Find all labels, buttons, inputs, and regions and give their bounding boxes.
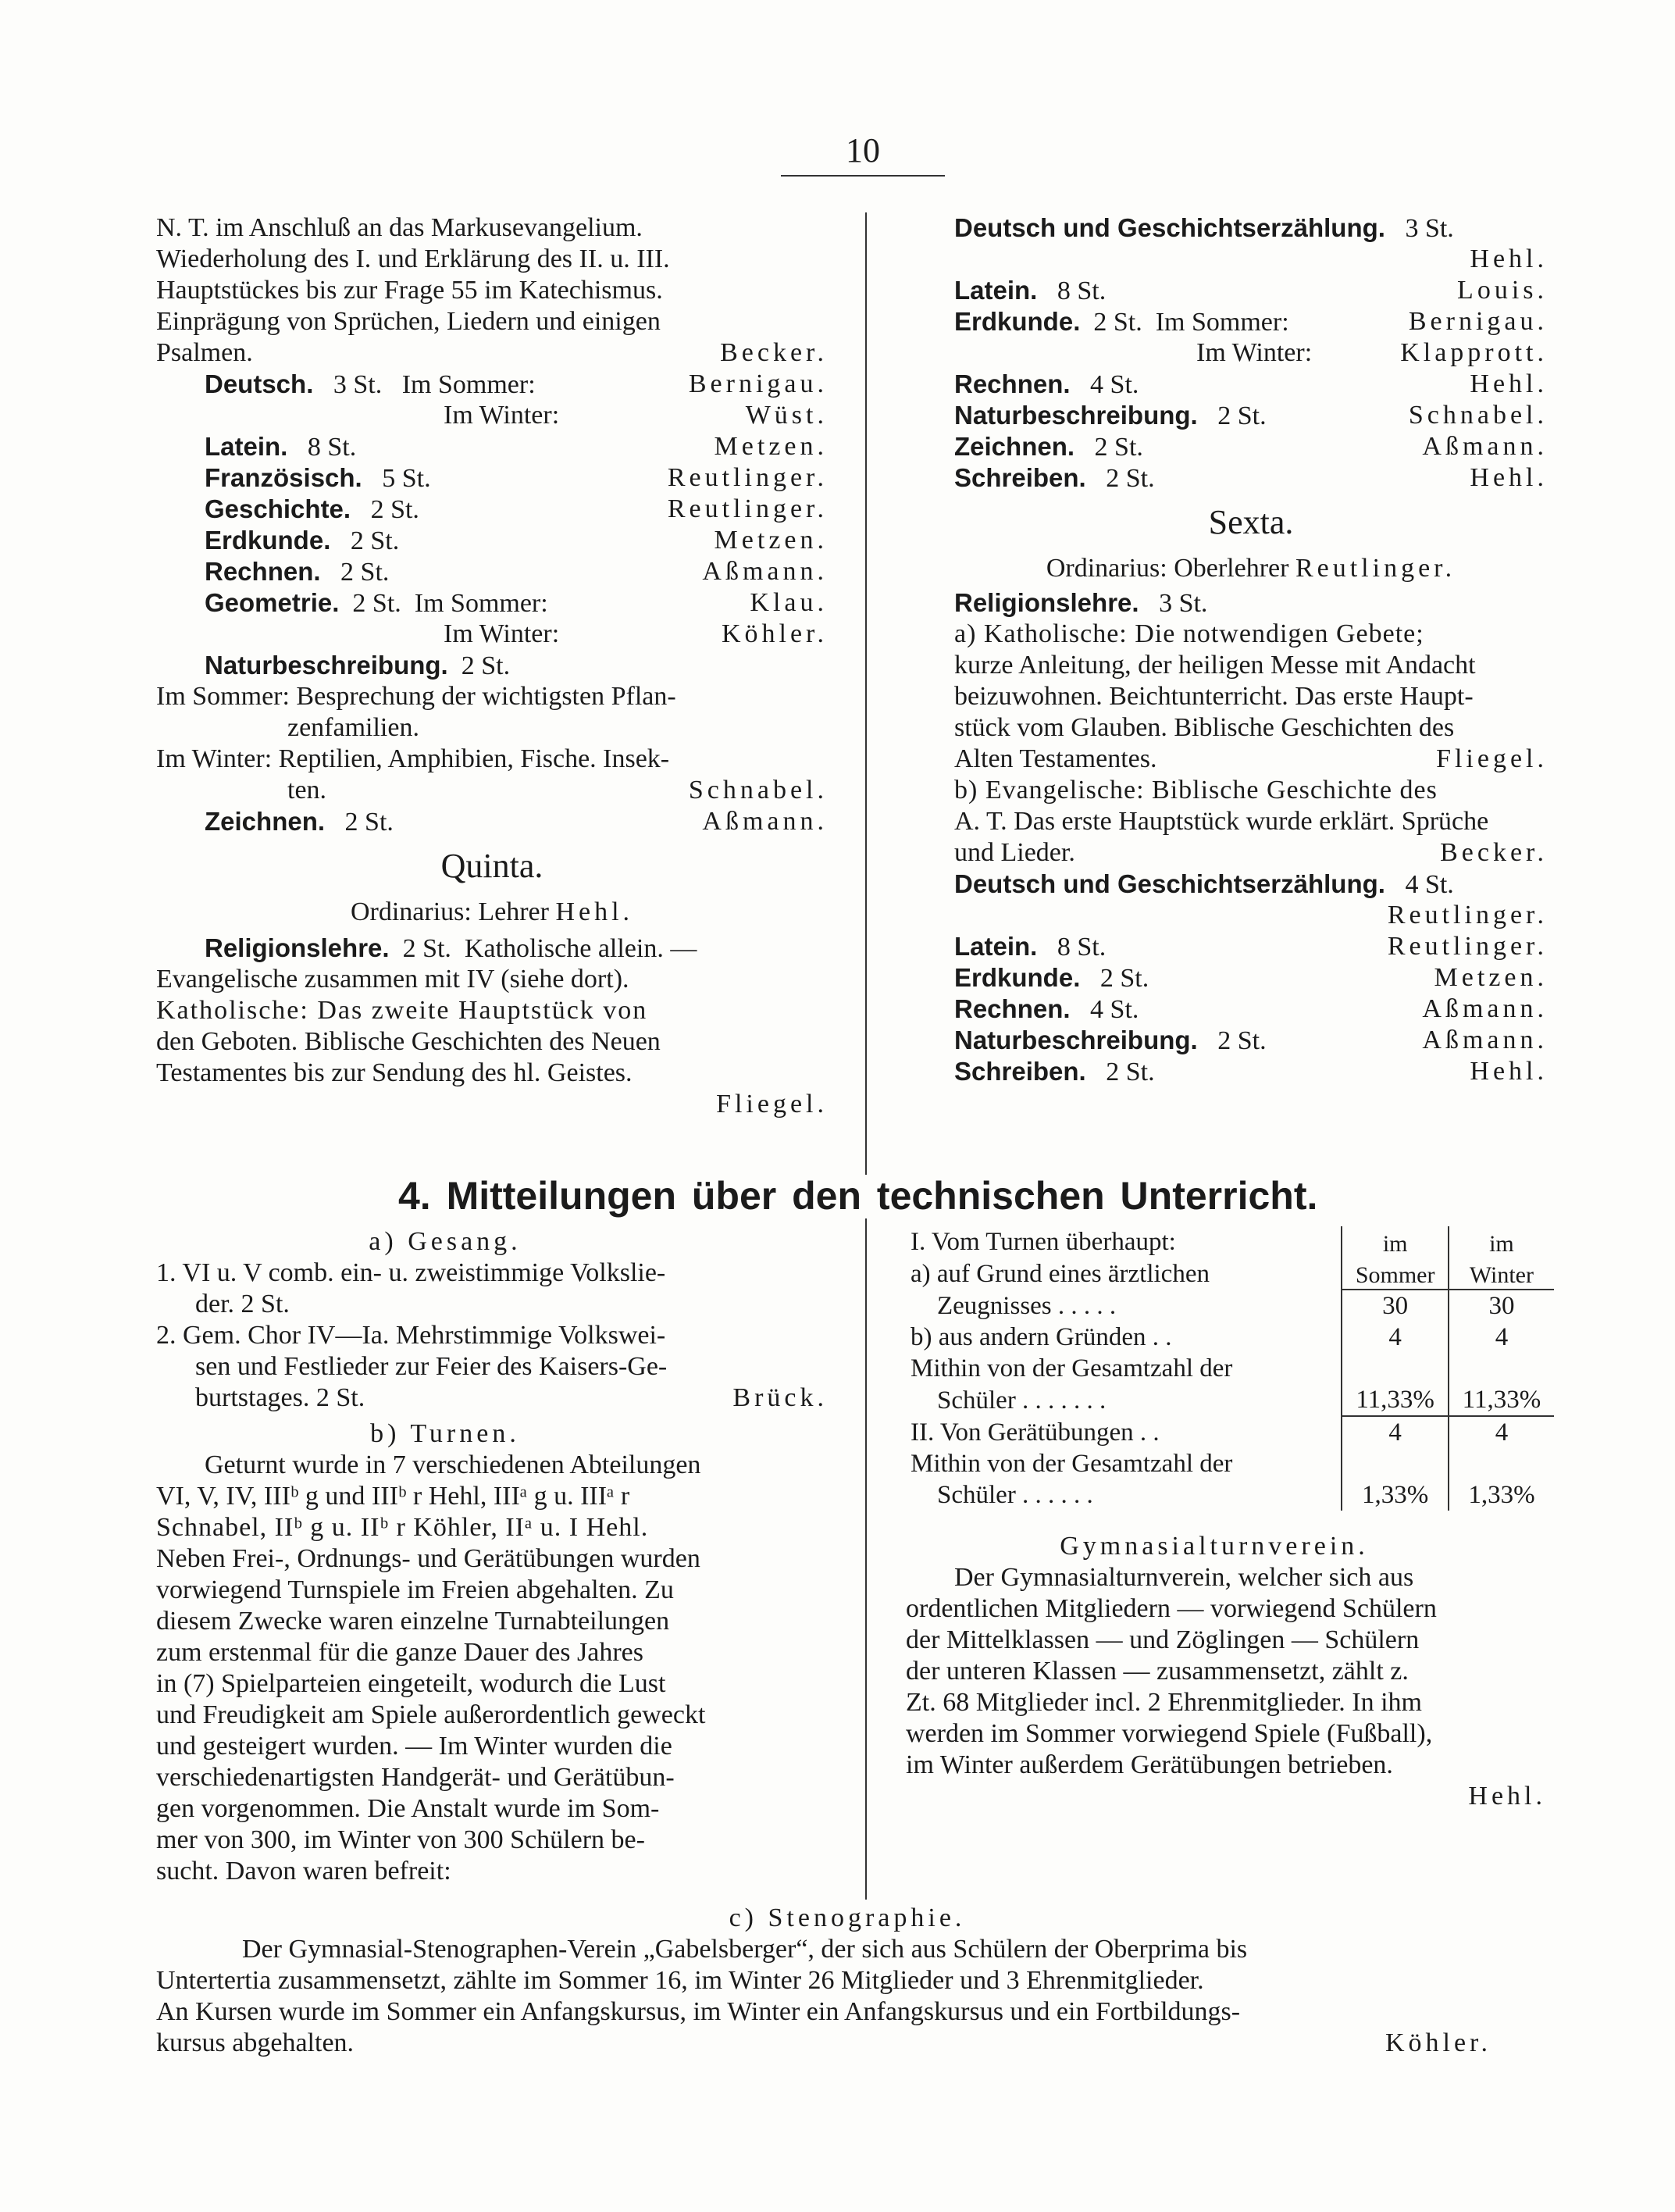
teacher-name: Hehl. [1468,1782,1546,1811]
teacher-name: Aßmann. [702,807,828,836]
section-heading: 4. Mitteilungen über den technischen Unterricht. [398,1174,1318,1218]
teacher-name: Hehl. [1470,244,1548,273]
subject-name: Schreiben. [954,1057,1086,1086]
subject-name: Deutsch und Geschichtserzählung. [954,869,1385,898]
class-heading-quinta: Quinta. [440,847,543,885]
column-header-winter [1449,1226,1554,1258]
teacher-name: Aßmann. [702,557,828,586]
subject-row-geschichte [156,494,828,525]
teacher-name: Schnabel. [688,776,828,805]
text-line [156,337,828,369]
subsection-title-turnen: b) Turnen. [370,1419,520,1448]
hours: 2 St. [1093,308,1142,337]
table-row [906,1258,1554,1290]
text-span: Alten Testamentes. [954,744,1157,773]
subject-name: Deutsch und Geschichtserzählung. [954,213,1385,242]
teacher-name: Aßmann. [1422,994,1548,1023]
subject-name: Schreiben. [954,463,1086,492]
text-line: Geturnt wurde in 7 verschiedenen Abteilungen [205,1450,701,1479]
table-cell: a) auf Grund eines ärztlichen [911,1260,1210,1288]
text-line: Im Sommer: Besprechung der wichtigsten Pflan- [156,682,676,711]
hours: 2 St. [402,934,451,963]
teacher-name: Reutlinger. [667,463,828,492]
text-line: Testamentes bis zur Sendung des hl. Geistes. [156,1058,633,1087]
subject-row-schreiben [954,462,1548,494]
text-span: Ordinarius: Lehrer [350,897,549,926]
text-line: sen und Festlieder zur Feier des Kaisers-Ge- [195,1352,668,1381]
teacher-name: Aßmann. [1422,432,1548,461]
hours: 2 St. [350,526,400,555]
table-cell: 4 [1449,1322,1554,1353]
left-column-bottom [156,1226,828,1887]
column-header-winter-2: Winter [1449,1258,1554,1290]
text-line: Untertertia zusammensetzt, zählte im Sommer 16, im Winter 26 Mitglieder und 3 Ehrenmitglieder. [156,1966,1204,1995]
text-line: ordentlichen Mitgliedern — vorwiegend Schülern [906,1594,1437,1623]
class-heading-sexta: Sexta. [1208,503,1294,541]
subject-name: Erdkunde. [205,526,331,555]
table-cell: II. Von Gerätübungen . . [911,1418,1160,1447]
teacher-name: Hehl. [1470,463,1548,492]
teacher-name: Aßmann. [1422,1026,1548,1054]
hours: 2 St. [1106,1058,1155,1086]
text-line: in (7) Spielparteien eingeteilt, wodurch die Lust [156,1669,666,1698]
subject-name: Latein. [954,276,1038,305]
column-divider-top [865,212,867,1175]
text-line [954,744,1548,775]
text-line: mer von 300, im Winter von 300 Schülern be- [156,1825,645,1854]
hours: 2 St. [1217,401,1267,430]
table-row [906,1353,1554,1384]
table-row [906,1322,1554,1353]
table-cell: 4 [1342,1416,1448,1448]
teacher-name: Hehl. [1470,369,1548,398]
table-cell [1449,1448,1554,1479]
season: Im Winter: [1196,338,1313,367]
text-span: Ordinarius: Oberlehrer [1046,554,1289,583]
hours: 8 St. [1057,276,1107,305]
teacher-name: Metzen. [714,432,828,461]
text-line: Der Gymnasialturnverein, welcher sich aus [954,1563,1414,1592]
text-line: 2. Gem. Chor IV—Ia. Mehrstimmige Volkswei- [156,1321,666,1350]
text-span: Katholische allein. — [464,934,697,963]
hours: 2 St. [340,558,390,587]
text-line [156,2028,1538,2059]
text-line: im Winter außerdem Gerätübungen betrieben. [906,1750,1393,1779]
subject-row-erdkunde [156,525,828,556]
subject-name: Naturbeschreibung. [954,401,1198,430]
season: Im Sommer: [414,589,548,618]
text-line: den Geboten. Biblische Geschichten des Neuen [156,1027,661,1056]
text-line: vorwiegend Turnspiele im Freien abgehalten. Zu [156,1575,674,1604]
teacher-name: Reutlinger. [1387,901,1548,929]
header-text: im [1489,1231,1514,1257]
hours: 2 St. [370,495,419,524]
text-line: 1. VI u. V comb. ein- u. zweistimmige Volkslie- [156,1258,666,1287]
teacher-name: Bernigau. [1408,307,1548,336]
text-line: diesem Zwecke waren einzelne Turnabteilungen [156,1607,670,1636]
header-text: im [1382,1231,1408,1257]
table-row [906,1226,1554,1258]
column-divider-bottom [865,1218,867,1900]
text-line: und Freudigkeit am Spiele außerordentlich geweckt [156,1700,706,1729]
season: Im Winter: [444,401,560,430]
table-cell: Mithin von der Gesamtzahl der [911,1354,1233,1382]
hours: 4 St. [1405,870,1454,899]
table-cell: Schüler . . . . . . . [937,1386,1107,1415]
text-line: a) Katholische: Die notwendigen Gebete; [954,619,1424,648]
subject-name: Deutsch. [205,369,314,398]
table-cell: 4 [1449,1416,1554,1448]
text-line: N. T. im Anschluß an das Markusevangelium. [156,213,643,242]
season: Im Sommer: [1155,308,1289,337]
table-cell [1342,1353,1448,1384]
text-line: Neben Frei-, Ordnungs- und Gerätübungen wurden [156,1544,700,1573]
subject-row-rechnen [156,556,828,587]
text-line: werden im Sommer vorwiegend Spiele (Fußball), [906,1719,1433,1748]
hours: 2 St. [1106,464,1155,493]
subject-row-schreiben [954,1056,1548,1087]
subject-row-religionslehre [954,587,1548,619]
text-line [156,1382,828,1414]
text-line: stück vom Glauben. Biblische Geschichten des [954,713,1455,742]
table-cell: 11,33% [1449,1384,1554,1416]
text-line: A. T. Das erste Hauptstück wurde erklärt. Sprüche [954,807,1489,836]
subject-row-deutsch [954,212,1548,244]
teacher-name: Metzen. [1434,963,1548,992]
subject-row-rechnen [954,994,1548,1025]
subject-row-naturbeschreibung [156,650,828,681]
column-header-sommer [1342,1226,1448,1258]
text-span: Psalmen. [156,338,253,367]
text-line [156,775,828,806]
subject-name: Geschichte. [205,494,351,523]
text-line: beizuwohnen. Beichtunterricht. Das erste Haupt- [954,682,1474,711]
text-line: kurze Anleitung, der heiligen Messe mit Andacht [954,651,1476,680]
subject-row-geometrie-winter [156,619,828,650]
hours: 8 St. [307,433,357,462]
text-line: Schnabel, IIᵇ g u. IIᵇ r Köhler, IIᵃ u. I Hehl. [156,1513,649,1542]
season: Im Winter: [444,619,560,648]
text-span: kursus abgehalten. [156,2028,355,2057]
text-line: Einprägung von Sprüchen, Liedern und einigen [156,307,661,336]
subject-name: Französisch. [205,463,362,492]
table-cell: Mithin von der Gesamtzahl der [911,1450,1233,1478]
subject-name: Latein. [205,432,288,461]
text-line: Wiederholung des I. und Erklärung des II. u. III. [156,244,670,273]
text-line: VI, V, IV, IIIᵇ g und IIIᵇ r Hehl, IIIᵃ g u. IIIᵃ r [156,1482,630,1511]
text-line: zum erstenmal für die ganze Dauer des Jahres [156,1638,644,1667]
text-line [954,837,1548,869]
subject-row-deutsch [954,869,1548,900]
teacher-name: Metzen. [714,526,828,555]
subject-row-religionslehre [156,933,828,964]
season: Im Sommer: [401,370,536,399]
subject-name: Zeichnen. [205,807,326,836]
subject-row-latein [954,275,1548,306]
text-line: gen vorgenommen. Die Anstalt wurde im Som- [156,1794,660,1823]
table-cell: I. Vom Turnen überhaupt: [911,1228,1176,1256]
teacher-name: Klapprott. [1400,338,1548,367]
text-span: burtstages. 2 St. [195,1383,365,1412]
teacher-name: Wüst. [745,401,828,430]
teacher-name: Fliegel. [716,1090,828,1118]
table-cell: 11,33% [1342,1384,1448,1416]
text-line: zenfamilien. [287,713,419,742]
subject-row-latein [156,431,828,462]
hours: 5 St. [382,464,431,493]
hours: 4 St. [1090,995,1139,1024]
subject-name: Naturbeschreibung. [205,651,448,680]
hours: 4 St. [1090,370,1139,399]
table-cell: 30 [1342,1290,1448,1322]
text-line: verschiedenartigsten Handgerät- und Gerätübun- [156,1763,675,1792]
subject-name: Erdkunde. [954,963,1081,992]
text-line: An Kursen wurde im Sommer ein Anfangskursus, im Winter ein Anfangskursus und ein Fortbildungs- [156,1997,1241,2026]
page-number: 10 [781,131,945,177]
hours: 3 St. [1405,214,1454,243]
left-column-top [156,212,828,1120]
subject-name: Rechnen. [954,369,1071,398]
table-cell [1449,1353,1554,1384]
table-row [906,1479,1554,1511]
hours: 2 St. [1094,433,1143,462]
turnen-exemption-table [906,1226,1554,1511]
teacher-name: Klau. [750,588,828,617]
teacher-name: Köhler. [721,619,828,648]
text-line: Im Winter: Reptilien, Amphibien, Fische. Insek- [156,744,670,773]
subject-row-naturbeschreibung [954,1025,1548,1056]
table-row [906,1416,1554,1448]
hours: 8 St. [1057,933,1107,962]
teacher-name: Becker. [1440,838,1548,867]
hours: 3 St. [1159,589,1208,618]
table-cell: 1,33% [1342,1479,1448,1511]
subject-row-franzoesisch [156,462,828,494]
hours: 3 St. [333,370,383,399]
teacher-name: Becker. [720,338,828,367]
hours: 2 St. [1217,1026,1267,1055]
subject-row-zeichnen [156,806,828,837]
teacher-name: Reutlinger. [1295,554,1456,583]
subject-name: Geometrie. [205,588,340,617]
subject-name: Erdkunde. [954,307,1081,336]
subsection-title-stenographie: c) Stenographie. [729,1903,966,1932]
text-line: Zt. 68 Mitglieder incl. 2 Ehrenmitglieder. In ihm [906,1688,1422,1717]
text-line: und gesteigert wurden. — Im Winter wurden die [156,1732,672,1761]
table-cell: Zeugnisses . . . . . [937,1292,1117,1320]
hours: 2 St. [352,589,401,618]
subject-row-erdkunde [954,306,1548,337]
teacher-name: Köhler. [1385,2028,1491,2057]
text-span: ten. [287,776,327,805]
text-span: und Lieder. [954,838,1075,867]
teacher-name: Reutlinger. [667,494,828,523]
table-cell: Schüler . . . . . . [937,1481,1093,1509]
text-line: sucht. Davon waren befreit: [156,1857,451,1886]
subject-name: Zeichnen. [954,432,1075,461]
text-line: Hauptstückes bis zur Frage 55 im Katechismus. [156,276,663,305]
text-line: Der Gymnasial-Stenographen-Verein „Gabelsberger“, der sich aus Schülern der Oberprima bis [242,1935,1248,1964]
text-line: Katholische: Das zweite Hauptstück von [156,996,648,1025]
subject-row-latein [954,931,1548,962]
hours: 2 St. [461,651,511,680]
subsection-title-gymnasialturnverein: Gymnasialturnverein. [1060,1532,1369,1561]
hours: 2 St. [1099,964,1149,993]
table-cell: 1,33% [1449,1479,1554,1511]
subject-row-zeichnen [954,431,1548,462]
subject-row-deutsch-winter [156,400,828,431]
subsection-title-gesang: a) Gesang. [369,1227,522,1256]
ordinarius-line [156,897,828,928]
teacher-name: Brück. [732,1383,828,1412]
column-header-sommer-2: Sommer [1342,1258,1448,1290]
text-line: der. 2 St. [195,1290,290,1318]
right-column-bottom [906,1226,1554,1812]
subject-row-naturbeschreibung [954,400,1548,431]
teacher-name: Louis. [1457,276,1548,305]
subject-row-deutsch [156,369,828,400]
subject-row-rechnen [954,369,1548,400]
table-row [906,1384,1554,1416]
ordinarius-line [954,553,1548,584]
subject-row-geometrie [156,587,828,619]
table-row [906,1290,1554,1322]
subject-name: Religionslehre. [954,588,1139,617]
table-cell [1342,1448,1448,1479]
subject-row-erdkunde [954,962,1548,994]
subject-name: Religionslehre. [205,933,390,962]
table-cell: b) aus andern Gründen . . [911,1323,1172,1351]
teacher-name: Reutlinger. [1387,932,1548,961]
text-line: der unteren Klassen — zusammensetzt, zählt z. [906,1657,1409,1686]
teacher-name: Hehl. [1470,1057,1548,1086]
text-line: Evangelische zusammen mit IV (siehe dort). [156,965,629,994]
hours: 2 St. [344,808,394,837]
subject-name: Rechnen. [954,994,1071,1023]
subject-name: Naturbeschreibung. [954,1026,1198,1054]
teacher-name: Bernigau. [688,369,828,398]
text-line: der Mittelklassen — und Zöglingen — Schülern [906,1625,1420,1654]
table-row [906,1448,1554,1479]
table-cell: 4 [1342,1322,1448,1353]
text-line: b) Evangelische: Biblische Geschichte des [954,776,1438,805]
subject-name: Latein. [954,932,1038,961]
teacher-name: Hehl. [555,897,634,926]
subject-row-erdkunde-winter [954,337,1548,369]
table-cell: 30 [1449,1290,1554,1322]
right-column-top [954,212,1548,1087]
subject-name: Rechnen. [205,557,321,586]
teacher-name: Fliegel. [1436,744,1548,773]
stenographie-section [156,1903,1538,2059]
teacher-name: Schnabel. [1408,401,1548,430]
